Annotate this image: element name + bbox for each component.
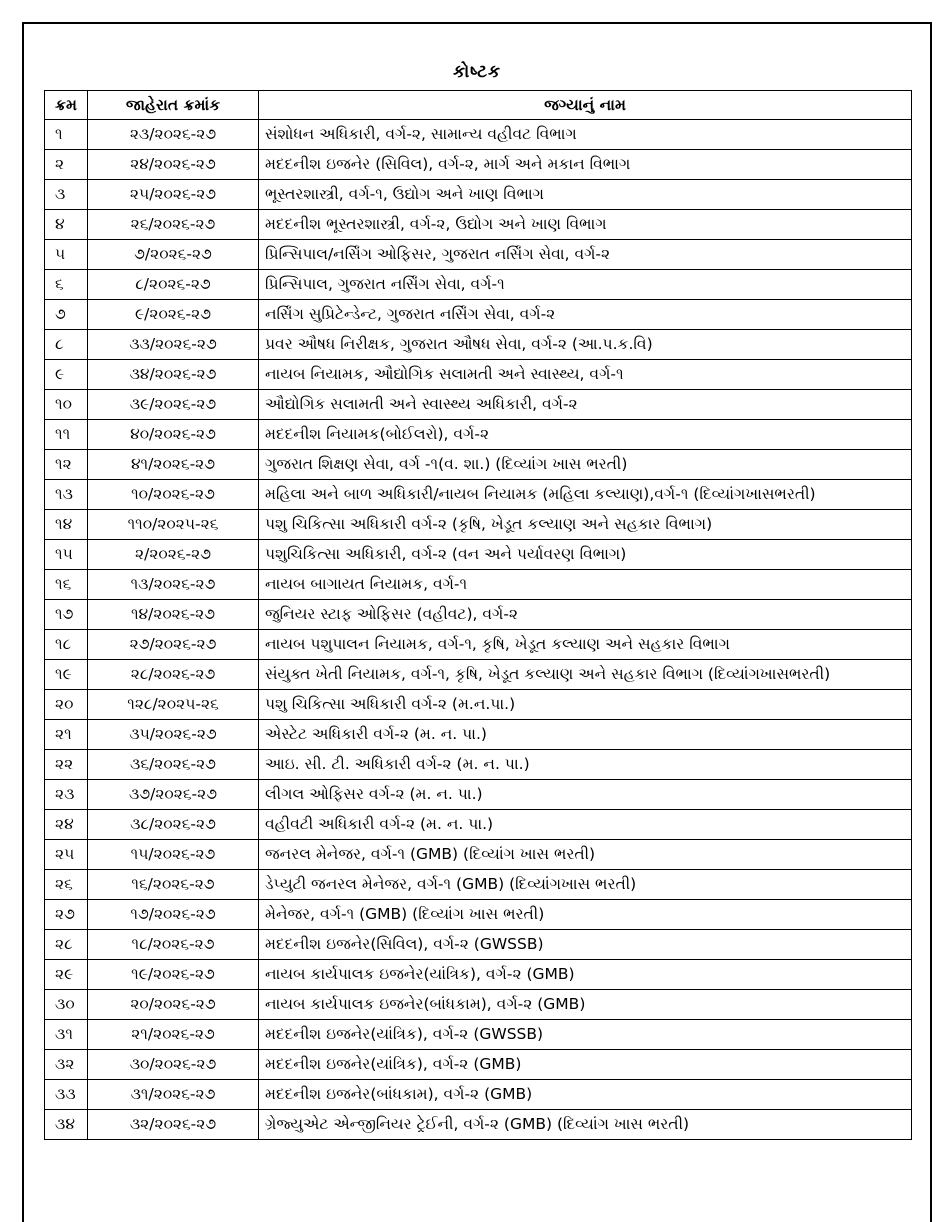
serial-cell: ૨૦ bbox=[45, 690, 88, 720]
table-row bbox=[45, 750, 912, 780]
table-row bbox=[45, 540, 912, 570]
post-name-cell: નાયબ પશુપાલન નિયામક, વર્ગ-૧, કૃષિ, ખેડૂત કલ્યાણ અને સહકાર વિભાગ bbox=[259, 630, 912, 660]
table-row bbox=[45, 450, 912, 480]
serial-cell: ૮ bbox=[45, 330, 88, 360]
serial-cell: ૯ bbox=[45, 360, 88, 390]
serial-cell: ૨૭ bbox=[45, 900, 88, 930]
advt-number-cell: ૮/૨૦૨૬-૨૭ bbox=[88, 270, 259, 300]
table-row bbox=[45, 1050, 912, 1080]
table-row bbox=[45, 420, 912, 450]
table-row bbox=[45, 240, 912, 270]
serial-cell: ૩ bbox=[45, 180, 88, 210]
serial-cell: ૩૩ bbox=[45, 1080, 88, 1110]
advt-number-cell: ૧૯/૨૦૨૬-૨૭ bbox=[88, 960, 259, 990]
header-serial: ક્રમ bbox=[45, 91, 88, 120]
post-name-cell: મહિલા અને બાળ અધિકારી/નાયબ નિયામક (મહિલા કલ્યાણ),વર્ગ-૧ (દિવ્યાંગખાસભરતી) bbox=[259, 480, 912, 510]
serial-cell: ૧૭ bbox=[45, 600, 88, 630]
serial-cell: ૧૬ bbox=[45, 570, 88, 600]
table-row bbox=[45, 810, 912, 840]
post-name-cell: ગ્રેજ્યુએટ એન્જીનિયર ટ્રેઈની, વર્ગ-૨ (GMB) (દિવ્યાંગ ખાસ ભરતી) bbox=[259, 1110, 912, 1140]
table-row bbox=[45, 900, 912, 930]
advt-number-cell: ૧૧૦/૨૦૨૫-૨૬ bbox=[88, 510, 259, 540]
serial-cell: ૨૩ bbox=[45, 780, 88, 810]
table-row bbox=[45, 210, 912, 240]
serial-cell: ૨ bbox=[45, 150, 88, 180]
table-row bbox=[45, 690, 912, 720]
advt-number-cell: ૩૯/૨૦૨૬-૨૭ bbox=[88, 390, 259, 420]
advt-number-cell: ૩૩/૨૦૨૬-૨૭ bbox=[88, 330, 259, 360]
table-row bbox=[45, 330, 912, 360]
serial-cell: ૩૪ bbox=[45, 1110, 88, 1140]
post-name-cell: નર્સિંગ સુપ્રિટેન્ડેન્ટ, ગુજરાત નર્સિંગ સેવા, વર્ગ-૨ bbox=[259, 300, 912, 330]
table-row bbox=[45, 510, 912, 540]
advt-number-cell: ૪૦/૨૦૨૬-૨૭ bbox=[88, 420, 259, 450]
table-row bbox=[45, 150, 912, 180]
advt-number-cell: ૨૭/૨૦૨૬-૨૭ bbox=[88, 630, 259, 660]
table-row bbox=[45, 720, 912, 750]
post-name-cell: સંશોધન અધિકારી, વર્ગ-૨, સામાન્ય વહીવટ વિભાગ bbox=[259, 120, 912, 150]
serial-cell: ૭ bbox=[45, 300, 88, 330]
post-name-cell: મદદનીશ ઇજનેર(બાંધકામ), વર્ગ-૨ (GMB) bbox=[259, 1080, 912, 1110]
serial-cell: ૧૪ bbox=[45, 510, 88, 540]
post-name-cell: નાયબ કાર્યપાલક ઇજનેર(બાંધકામ), વર્ગ-૨ (GMB) bbox=[259, 990, 912, 1020]
post-name-cell: પશુ ચિકિત્સા અધિકારી વર્ગ-૨ (કૃષિ, ખેડૂત કલ્યાણ અને સહકાર વિભાગ) bbox=[259, 510, 912, 540]
table-header-row bbox=[45, 91, 912, 120]
advt-number-cell: ૩૭/૨૦૨૬-૨૭ bbox=[88, 780, 259, 810]
table-row bbox=[45, 870, 912, 900]
serial-cell: ૨૨ bbox=[45, 750, 88, 780]
post-name-cell: જુનિયર સ્ટાફ ઓફિસર (વહીવટ), વર્ગ-૨ bbox=[259, 600, 912, 630]
table-row bbox=[45, 600, 912, 630]
table-row bbox=[45, 480, 912, 510]
serial-cell: ૬ bbox=[45, 270, 88, 300]
table-body bbox=[45, 120, 912, 1140]
table-row bbox=[45, 990, 912, 1020]
serial-cell: ૩૧ bbox=[45, 1020, 88, 1050]
advt-number-cell: ૭/૨૦૨૬-૨૭ bbox=[88, 240, 259, 270]
post-name-cell: એસ્ટેટ અધિકારી વર્ગ-૨ (મ. ન. પા.) bbox=[259, 720, 912, 750]
table-title: કોષ્ટક bbox=[453, 62, 501, 82]
advt-number-cell: ૧૫/૨૦૨૬-૨૭ bbox=[88, 840, 259, 870]
advt-number-cell: ૩૮/૨૦૨૬-૨૭ bbox=[88, 810, 259, 840]
serial-cell: ૩૦ bbox=[45, 990, 88, 1020]
serial-cell: ૨૫ bbox=[45, 840, 88, 870]
post-name-cell: મેનેજર, વર્ગ-૧ (GMB) (દિવ્યાંગ ખાસ ભરતી) bbox=[259, 900, 912, 930]
advt-number-cell: ૯/૨૦૨૬-૨૭ bbox=[88, 300, 259, 330]
advt-number-cell: ૩૪/૨૦૨૬-૨૭ bbox=[88, 360, 259, 390]
header-post-name: જગ્યાનું નામ bbox=[259, 91, 912, 120]
serial-cell: ૧૦ bbox=[45, 390, 88, 420]
table-row bbox=[45, 390, 912, 420]
serial-cell: ૧૨ bbox=[45, 450, 88, 480]
advt-number-cell: ૩૦/૨૦૨૬-૨૭ bbox=[88, 1050, 259, 1080]
table-row bbox=[45, 1020, 912, 1050]
advt-number-cell: ૨૦/૨૦૨૬-૨૭ bbox=[88, 990, 259, 1020]
advt-number-cell: ૧૮/૨૦૨૬-૨૭ bbox=[88, 930, 259, 960]
post-name-cell: આઇ. સી. ટી. અધિકારી વર્ગ-૨ (મ. ન. પા.) bbox=[259, 750, 912, 780]
serial-cell: ૩૨ bbox=[45, 1050, 88, 1080]
post-name-cell: પ્રિન્સિપાલ/નર્સિંગ ઓફિસર, ગુજરાત નર્સિંગ સેવા, વર્ગ-૨ bbox=[259, 240, 912, 270]
advt-number-cell: ૨૮/૨૦૨૬-૨૭ bbox=[88, 660, 259, 690]
table-row bbox=[45, 570, 912, 600]
advt-number-cell: ૧૭/૨૦૨૬-૨૭ bbox=[88, 900, 259, 930]
post-name-cell: પશુચિકિત્સા અધિકારી, વર્ગ-૨ (વન અને પર્યાવરણ વિભાગ) bbox=[259, 540, 912, 570]
serial-cell: ૧૧ bbox=[45, 420, 88, 450]
post-name-cell: ભૂસ્તરશાસ્ત્રી, વર્ગ-૧, ઉદ્યોગ અને ખાણ વિભાગ bbox=[259, 180, 912, 210]
serial-cell: ૪ bbox=[45, 210, 88, 240]
post-name-cell: પશુ ચિકિત્સા અધિકારી વર્ગ-૨ (મ.ન.પા.) bbox=[259, 690, 912, 720]
post-name-cell: નાયબ કાર્યપાલક ઇજનેર(યાંત્રિક), વર્ગ-૨ (GMB) bbox=[259, 960, 912, 990]
post-name-cell: નાયબ નિયામક, ઔદ્યોગિક સલામતી અને સ્વાસ્થ્ય, વર્ગ-૧ bbox=[259, 360, 912, 390]
table-row bbox=[45, 660, 912, 690]
table-row bbox=[45, 1110, 912, 1140]
post-name-cell: મદદનીશ નિયામક(બોઈલરો), વર્ગ-૨ bbox=[259, 420, 912, 450]
header-advt-number: જાહેરાત ક્રમાંક bbox=[88, 91, 259, 120]
advt-number-cell: ૩૫/૨૦૨૬-૨૭ bbox=[88, 720, 259, 750]
advt-number-cell: ૨/૨૦૨૬-૨૭ bbox=[88, 540, 259, 570]
table-row bbox=[45, 300, 912, 330]
table-row bbox=[45, 630, 912, 660]
advt-number-cell: ૧૦/૨૦૨૬-૨૭ bbox=[88, 480, 259, 510]
table-row bbox=[45, 120, 912, 150]
post-name-cell: મદદનીશ ઇજનેર (સિવિલ), વર્ગ-૨, માર્ગ અને મકાન વિભાગ bbox=[259, 150, 912, 180]
serial-cell: ૫ bbox=[45, 240, 88, 270]
advt-number-cell: ૧૪/૨૦૨૬-૨૭ bbox=[88, 600, 259, 630]
serial-cell: ૧૮ bbox=[45, 630, 88, 660]
serial-cell: ૨૬ bbox=[45, 870, 88, 900]
serial-cell: ૧૫ bbox=[45, 540, 88, 570]
advt-number-cell: ૧૬/૨૦૨૬-૨૭ bbox=[88, 870, 259, 900]
post-name-cell: મદદનીશ ભૂસ્તરશાસ્ત્રી, વર્ગ-૨, ઉદ્યોગ અને ખાણ વિભાગ bbox=[259, 210, 912, 240]
post-name-cell: મદદનીશ ઇજનેર(યાંત્રિક), વર્ગ-૨ (GWSSB) bbox=[259, 1020, 912, 1050]
post-name-cell: લીગલ ઓફિસર વર્ગ-૨ (મ. ન. પા.) bbox=[259, 780, 912, 810]
advt-number-cell: ૩૧/૨૦૨૬-૨૭ bbox=[88, 1080, 259, 1110]
table-row bbox=[45, 1080, 912, 1110]
post-name-cell: સંયુક્ત ખેતી નિયામક, વર્ગ-૧, કૃષિ, ખેડૂત કલ્યાણ અને સહકાર વિભાગ (દિવ્યાંગખાસભરતી) bbox=[259, 660, 912, 690]
document-page bbox=[22, 22, 932, 1222]
advt-number-cell: ૨૫/૨૦૨૬-૨૭ bbox=[88, 180, 259, 210]
post-name-cell: મદદનીશ ઇજનેર(સિવિલ), વર્ગ-૨ (GWSSB) bbox=[259, 930, 912, 960]
serial-cell: ૨૮ bbox=[45, 930, 88, 960]
table-row bbox=[45, 930, 912, 960]
serial-cell: ૧ bbox=[45, 120, 88, 150]
table-row bbox=[45, 780, 912, 810]
post-name-cell: પ્રવર ઔષધ નિરીક્ષક, ગુજરાત ઔષધ સેવા, વર્ગ-૨ (આ.પ.ક.વિ) bbox=[259, 330, 912, 360]
serial-cell: ૨૪ bbox=[45, 810, 88, 840]
serial-cell: ૧૩ bbox=[45, 480, 88, 510]
post-name-cell: ગુજરાત શિક્ષણ સેવા, વર્ગ -૧(વ. શા.) (દિવ્યાંગ ખાસ ભરતી) bbox=[259, 450, 912, 480]
serial-cell: ૧૯ bbox=[45, 660, 88, 690]
advt-number-cell: ૩૬/૨૦૨૬-૨૭ bbox=[88, 750, 259, 780]
table-row bbox=[45, 360, 912, 390]
table-row bbox=[45, 270, 912, 300]
post-name-cell: જનરલ મેનેજર, વર્ગ-૧ (GMB) (દિવ્યાંગ ખાસ ભરતી) bbox=[259, 840, 912, 870]
advt-number-cell: ૧૩/૨૦૨૬-૨૭ bbox=[88, 570, 259, 600]
serial-cell: ૨૧ bbox=[45, 720, 88, 750]
advt-number-cell: ૨૬/૨૦૨૬-૨૭ bbox=[88, 210, 259, 240]
posts-table bbox=[44, 90, 912, 1140]
post-name-cell: વહીવટી અધિકારી વર્ગ-૨ (મ. ન. પા.) bbox=[259, 810, 912, 840]
advt-number-cell: ૪૧/૨૦૨૬-૨૭ bbox=[88, 450, 259, 480]
post-name-cell: નાયબ બાગાયત નિયામક, વર્ગ-૧ bbox=[259, 570, 912, 600]
table-row bbox=[45, 840, 912, 870]
table-row bbox=[45, 180, 912, 210]
table-row bbox=[45, 960, 912, 990]
advt-number-cell: ૨૪/૨૦૨૬-૨૭ bbox=[88, 150, 259, 180]
post-name-cell: ઔદ્યોગિક સલામતી અને સ્વાસ્થ્ય અધિકારી, વર્ગ-૨ bbox=[259, 390, 912, 420]
advt-number-cell: ૧૨૮/૨૦૨૫-૨૬ bbox=[88, 690, 259, 720]
advt-number-cell: ૩૨/૨૦૨૬-૨૭ bbox=[88, 1110, 259, 1140]
serial-cell: ૨૯ bbox=[45, 960, 88, 990]
post-name-cell: ડેપ્યુટી જનરલ મેનેજર, વર્ગ-૧ (GMB) (દિવ્યાંગખાસ ભરતી) bbox=[259, 870, 912, 900]
post-name-cell: પ્રિન્સિપાલ, ગુજરાત નર્સિંગ સેવા, વર્ગ-૧ bbox=[259, 270, 912, 300]
advt-number-cell: ૨૩/૨૦૨૬-૨૭ bbox=[88, 120, 259, 150]
advt-number-cell: ૨૧/૨૦૨૬-૨૭ bbox=[88, 1020, 259, 1050]
post-name-cell: મદદનીશ ઇજનેર(યાંત્રિક), વર્ગ-૨ (GMB) bbox=[259, 1050, 912, 1080]
